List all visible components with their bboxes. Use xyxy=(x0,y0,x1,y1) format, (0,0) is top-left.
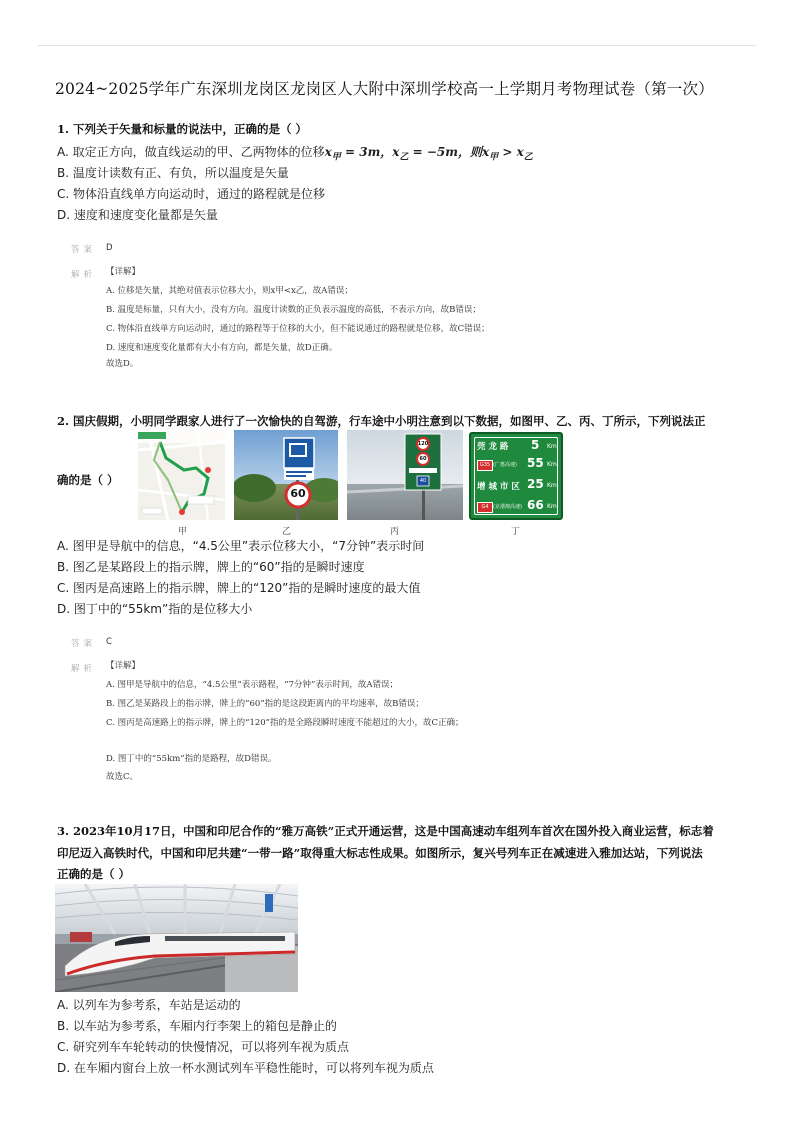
question-1-option-a xyxy=(57,143,533,166)
question-3-option-d: D. 在车厢内窗台上放一杯水测试列车平稳性能时，可以将列车视为质点 xyxy=(57,1061,434,1075)
sign-60: 60 xyxy=(419,456,427,462)
figure-train-photo xyxy=(55,884,298,992)
ding-row-4-name: (京港澳高速) xyxy=(493,504,522,510)
question-2-analysis-line: C. 图丙是高速路上的指示牌，牌上的“120”指的是全路段瞬时速度不能超过的大小，故C正确； xyxy=(106,718,464,728)
math-gt: > xyxy=(498,145,517,159)
question-1-option-b: B. 温度计读数有正、有负，所以温度是矢量 xyxy=(57,166,289,180)
figure-caption-ding: 丁 xyxy=(511,527,521,537)
question-1-analysis-line: D. 速度和速度变化量都有大小有方向，都是矢量，故D正确。 xyxy=(106,343,338,353)
sign-40: 40 xyxy=(419,478,427,484)
question-2-answer: C xyxy=(106,637,112,647)
question-2-stem-line-1: 2. 国庆假期，小明同学跟家人进行了一次愉快的自驾游，行车途中小明注意到以下数据，如图甲、乙、丙、丁所示，下列说法正 xyxy=(57,414,706,428)
question-2-analysis-line: 【详解】 xyxy=(106,661,141,671)
ding-row-1-name: 莞 龙 路 xyxy=(477,442,509,452)
question-3-option-b: B. 以车站为参考系，车厢内行李架上的箱包是静止的 xyxy=(57,1019,337,1033)
analysis-label: 解析 xyxy=(71,664,97,674)
map-graphic xyxy=(138,430,225,520)
header-divider xyxy=(38,45,756,46)
ding-row-4-tag: G4 xyxy=(477,502,493,513)
question-3-stem-line-3: 正确的是（ ） xyxy=(57,867,131,881)
question-3-option-c: C. 研究列车车轮转动的快慢情况，可以将列车视为质点 xyxy=(57,1040,350,1054)
ding-row-3-km: 25 xyxy=(527,477,544,491)
ding-row-2-unit: Km xyxy=(547,461,557,468)
figure-caption-yi: 乙 xyxy=(282,527,292,537)
train-station-graphic xyxy=(55,884,298,992)
answer-label: 答案 xyxy=(71,245,97,255)
question-2-stem-line-2: 确的是（ ） xyxy=(57,473,119,487)
question-1-analysis-line: C. 物体沿直线单方向运动时，通过的路程等于位移的大小，但不能说通过的路程就是位移，故C错误； xyxy=(106,324,490,334)
question-1-analysis-line: A. 位移是矢量，其绝对值表示位移大小，则x甲<x乙，故A错误； xyxy=(106,286,353,296)
question-2-option-d: D. 图丁中的“55km”指的是位移大小 xyxy=(57,602,253,616)
question-1-option-d: D. 速度和速度变化量都是矢量 xyxy=(57,208,218,222)
ding-row-2-km: 55 xyxy=(527,456,544,470)
figure-ding-distance-sign xyxy=(469,432,563,520)
figure-caption-bing: 丙 xyxy=(390,527,400,537)
figure-jia-navigation-map xyxy=(138,430,225,520)
math-x-yi: $x_乙$ xyxy=(392,145,409,163)
ding-row-4-unit: Km xyxy=(547,503,557,510)
question-2-analysis-line: A. 图甲是导航中的信息，“4.5公里”表示路程，“7分钟”表示时间，故A错误； xyxy=(106,680,398,690)
math-x-yi-2: $x_乙$ xyxy=(516,145,533,163)
question-3-stem-line-1: 3. 2023年10月17日，中国和印尼合作的“雅万高铁”正式开通运营，这是中国高速动车组列车首次在国外投入商业运营，标志着 xyxy=(57,824,714,838)
ding-row-1-km: 5 xyxy=(531,438,540,452)
answer-label: 答案 xyxy=(71,639,97,649)
page-title: 2024~2025学年广东深圳龙岗区龙岗区人大附中深圳学校高一上学期月考物理试卷（第一次） xyxy=(55,80,714,98)
question-3-stem-line-2: 印尼迈入高铁时代，中国和印尼共建“一带一路”取得重大标志性成果。如图所示，复兴号列车正在减速进入雅加达站，下列说法 xyxy=(57,846,703,860)
ding-row-1-unit: Km xyxy=(547,443,557,450)
question-2-analysis-line: D. 图丁中的“55km”指的是路程，故D错误。 xyxy=(106,754,277,764)
road-sign-graphic xyxy=(234,430,338,520)
question-1-option-c: C. 物体沿直线单方向运动时，通过的路程就是位移 xyxy=(57,187,326,201)
question-2-option-c: C. 图丙是高速路上的指示牌，牌上的“120”指的是瞬时速度的最大值 xyxy=(57,581,421,595)
question-1-analysis-line: 故选D。 xyxy=(106,359,139,369)
question-2-analysis-line: 故选C。 xyxy=(106,772,139,782)
analysis-label: 解析 xyxy=(71,270,97,280)
question-1-analysis-line: B. 温度是标量，只有大小，没有方向。温度计读数的正负表示温度的高低，不表示方向，故B错误； xyxy=(106,305,481,315)
question-2-option-a: A. 图甲是导航中的信息，“4.5公里”表示位移大小，“7分钟”表示时间 xyxy=(57,539,425,553)
figure-caption-jia: 甲 xyxy=(178,527,188,537)
ding-row-2-name: (广惠高速) xyxy=(493,462,517,468)
highway-sign-graphic xyxy=(347,430,463,520)
math-x-jia-2: $x_甲$ xyxy=(481,145,499,163)
math-eq-2: = −5m，则 xyxy=(408,145,482,159)
figure-yi-speed-sign xyxy=(234,430,338,520)
ding-row-2-tag: G35 xyxy=(477,460,493,471)
ding-row-4-km: 66 xyxy=(527,498,544,512)
math-x-jia: $x_甲$ xyxy=(324,145,341,163)
ding-row-3-unit: Km xyxy=(547,482,557,489)
question-2-option-b: B. 图乙是某路段上的指示牌，牌上的“60”指的是瞬时速度 xyxy=(57,560,365,574)
math-eq-1: = 3m， xyxy=(340,145,393,159)
speed-limit-60: 60 xyxy=(290,487,306,500)
question-3-option-a: A. 以列车为参考系，车站是运动的 xyxy=(57,998,241,1012)
question-1-answer: D xyxy=(106,243,113,253)
sign-120: 120 xyxy=(417,441,429,447)
figure-bing-highway-sign xyxy=(347,430,463,520)
question-2-analysis-line: B. 图乙是某路段上的指示牌，牌上的“60”指的是这段距离内的平均速率，故B错误； xyxy=(106,699,424,709)
ding-row-3-name: 增 城 市 区 xyxy=(477,482,520,492)
question-1-stem: 1. 下列关于矢量和标量的说法中，正确的是（ ） xyxy=(57,122,308,136)
question-1-analysis-line: 【详解】 xyxy=(106,267,141,277)
option-a-text: A. 取定正方向，做直线运动的甲、乙两物体的位移 xyxy=(57,145,325,159)
